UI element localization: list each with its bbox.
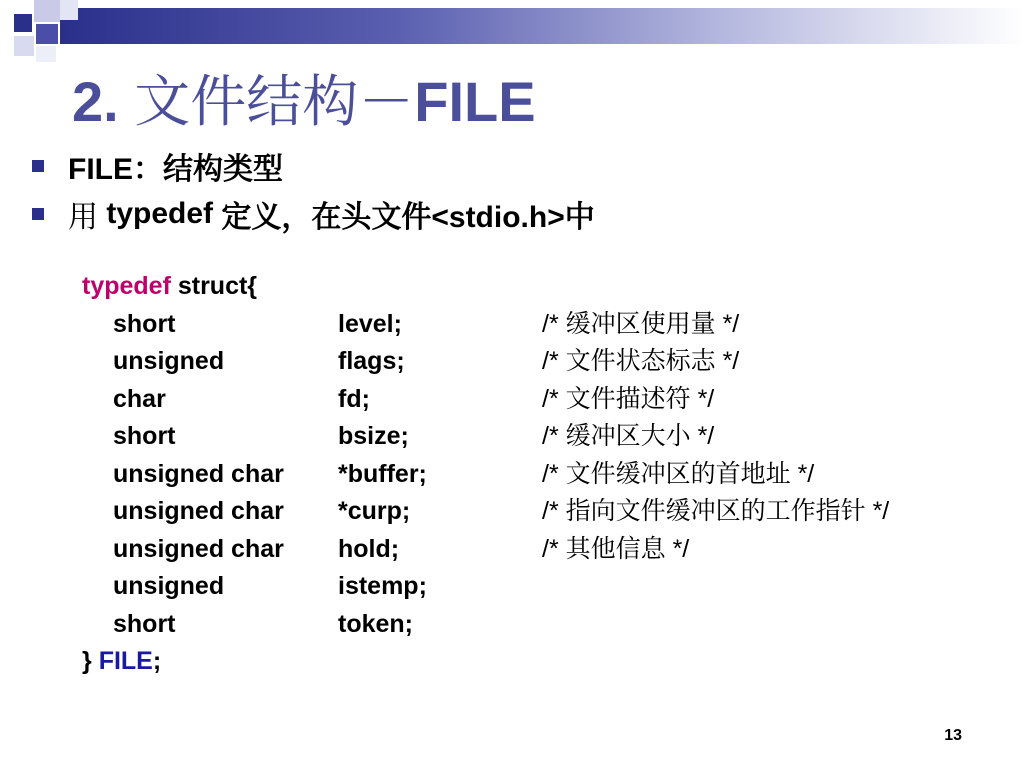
deco-square-1 — [14, 14, 32, 32]
field-type: unsigned char — [113, 497, 284, 525]
field-row — [82, 456, 815, 494]
field-type: unsigned — [113, 572, 225, 600]
title-english: FILE — [414, 70, 536, 133]
bullet-text-pre: 用 — [68, 201, 107, 234]
title-number: 2. — [72, 70, 119, 133]
field-row — [82, 531, 690, 569]
field-type: short — [113, 422, 176, 450]
field-comment: /* 指向文件缓冲区的工作指针 */ — [542, 497, 890, 525]
page-number: 13 — [944, 727, 962, 744]
code-type-file: FILE — [98, 647, 153, 675]
field-comment: /* 其他信息 */ — [542, 534, 690, 563]
field-comment: /* 缓冲区使用量 */ — [542, 309, 740, 338]
field-comment: /* 文件描述符 */ — [542, 384, 715, 413]
bullet-square-icon — [32, 208, 44, 220]
title-chinese: 文件结构－ — [134, 70, 415, 133]
field-name: fd; — [338, 384, 370, 413]
field-row — [82, 493, 890, 531]
bullet-text-keyword: typedef — [106, 197, 214, 230]
field-row — [82, 418, 715, 456]
deco-square-3 — [60, 0, 78, 20]
code-block — [82, 268, 890, 681]
code-keyword-typedef: typedef — [82, 272, 171, 300]
bullet-item — [32, 190, 595, 238]
deco-square-4 — [36, 24, 58, 44]
field-row — [82, 306, 740, 344]
field-comment: /* 缓冲区大小 */ — [542, 422, 715, 450]
code-semicolon: ; — [152, 647, 162, 675]
bullet-list — [32, 142, 595, 238]
field-type: char — [113, 384, 166, 413]
code-close-line — [82, 643, 257, 681]
field-name: istemp; — [338, 572, 427, 600]
code-close-brace: } — [82, 647, 99, 675]
field-name: bsize; — [338, 422, 409, 450]
field-type: unsigned char — [113, 459, 284, 488]
field-name: level; — [338, 309, 402, 338]
field-type: short — [113, 609, 176, 638]
field-type: short — [113, 309, 176, 338]
bullet-square-icon — [32, 160, 44, 172]
field-row — [82, 343, 740, 381]
field-type: unsigned — [113, 347, 225, 375]
field-row — [82, 381, 715, 419]
field-name: *buffer; — [338, 459, 427, 488]
field-row — [82, 606, 413, 644]
bullet-text: FILE：结构类型 — [68, 153, 283, 186]
deco-square-5 — [14, 36, 34, 56]
header-gradient-bar — [60, 8, 1024, 44]
bullet-item — [32, 142, 595, 190]
field-row — [82, 568, 427, 606]
field-comment: /* 文件状态标志 */ — [542, 347, 740, 375]
field-name: token; — [338, 609, 413, 638]
field-name: flags; — [338, 347, 405, 375]
slide-title — [72, 58, 536, 138]
field-name: hold; — [338, 534, 400, 563]
field-type: unsigned char — [113, 534, 284, 563]
field-comment: /* 文件缓冲区的首地址 */ — [542, 459, 815, 488]
deco-square-6 — [36, 46, 56, 62]
deco-square-2 — [34, 0, 60, 22]
code-struct-open: struct{ — [170, 272, 258, 300]
bullet-text-post: 定义，在头文件<stdio.h>中 — [213, 201, 595, 234]
code-open-line — [82, 268, 257, 306]
field-name: *curp; — [338, 497, 411, 525]
